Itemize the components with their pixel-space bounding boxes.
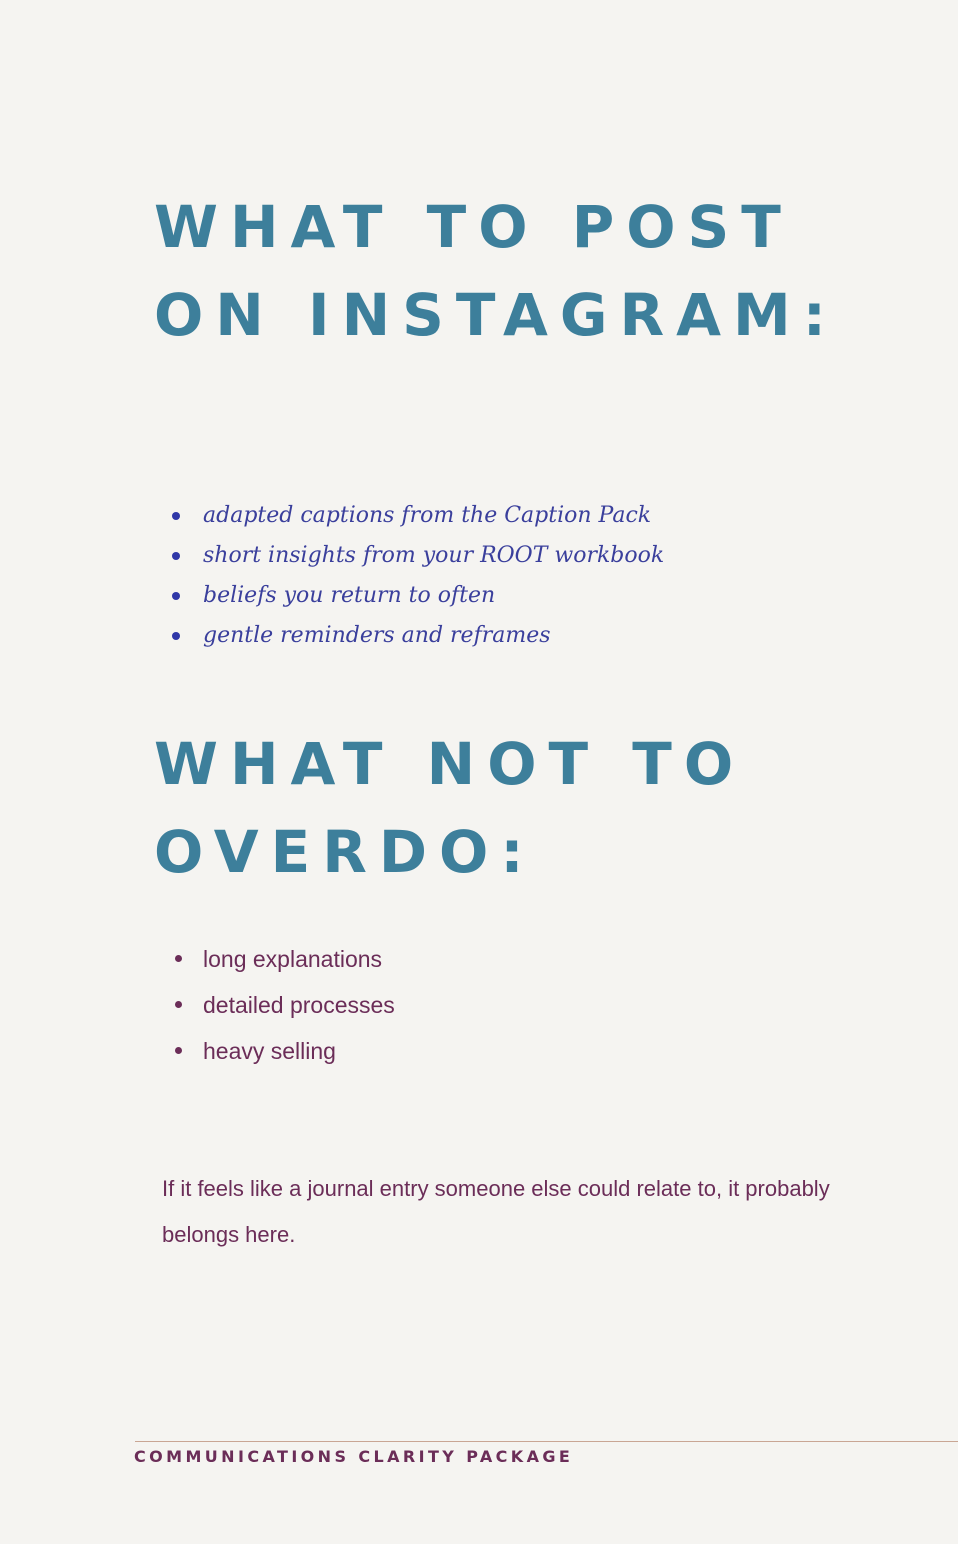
list-item	[170, 1028, 395, 1074]
list-item	[170, 616, 664, 656]
bullet-dot-icon	[172, 632, 180, 640]
list-item	[170, 982, 395, 1028]
list-item	[170, 936, 395, 982]
bullet-dot-icon	[175, 955, 182, 962]
footer-divider	[135, 1441, 958, 1442]
heading-what-to-post	[154, 183, 838, 359]
closing-note: If it feels like a journal entry someone else could relate to, it probably belongs here.	[162, 1176, 830, 1247]
list-item-text: beliefs you return to often	[203, 583, 496, 608]
bullet-dot-icon	[172, 512, 180, 520]
list-item	[170, 496, 664, 536]
list-item-text: short insights from your ROOT workbook	[203, 543, 665, 568]
avoid-list	[170, 936, 395, 1074]
heading-what-not-to-overdo-line1: WHAT NOT TO	[154, 730, 746, 798]
heading-what-to-post-line2: ON INSTAGRAM:	[154, 281, 838, 349]
list-item-text: gentle reminders and reframes	[203, 623, 551, 648]
list-item-text: long explanations	[203, 946, 383, 972]
heading-what-not-to-overdo-line2: OVERDO:	[154, 818, 536, 886]
post-ideas-list	[170, 496, 664, 656]
bullet-dot-icon	[175, 1001, 182, 1008]
list-item	[170, 536, 664, 576]
footer-label: COMMUNICATIONS CLARITY PACKAGE	[134, 1447, 574, 1466]
list-item-text: detailed processes	[203, 992, 395, 1018]
bullet-dot-icon	[172, 552, 180, 560]
list-item-text: adapted captions from the Caption Pack	[203, 503, 652, 528]
list-item-text: heavy selling	[203, 1038, 336, 1064]
heading-what-to-post-line1: WHAT TO POST	[154, 193, 793, 261]
heading-what-not-to-overdo	[154, 720, 745, 896]
bullet-dot-icon	[175, 1047, 182, 1054]
bullet-dot-icon	[172, 592, 180, 600]
list-item	[170, 576, 664, 616]
